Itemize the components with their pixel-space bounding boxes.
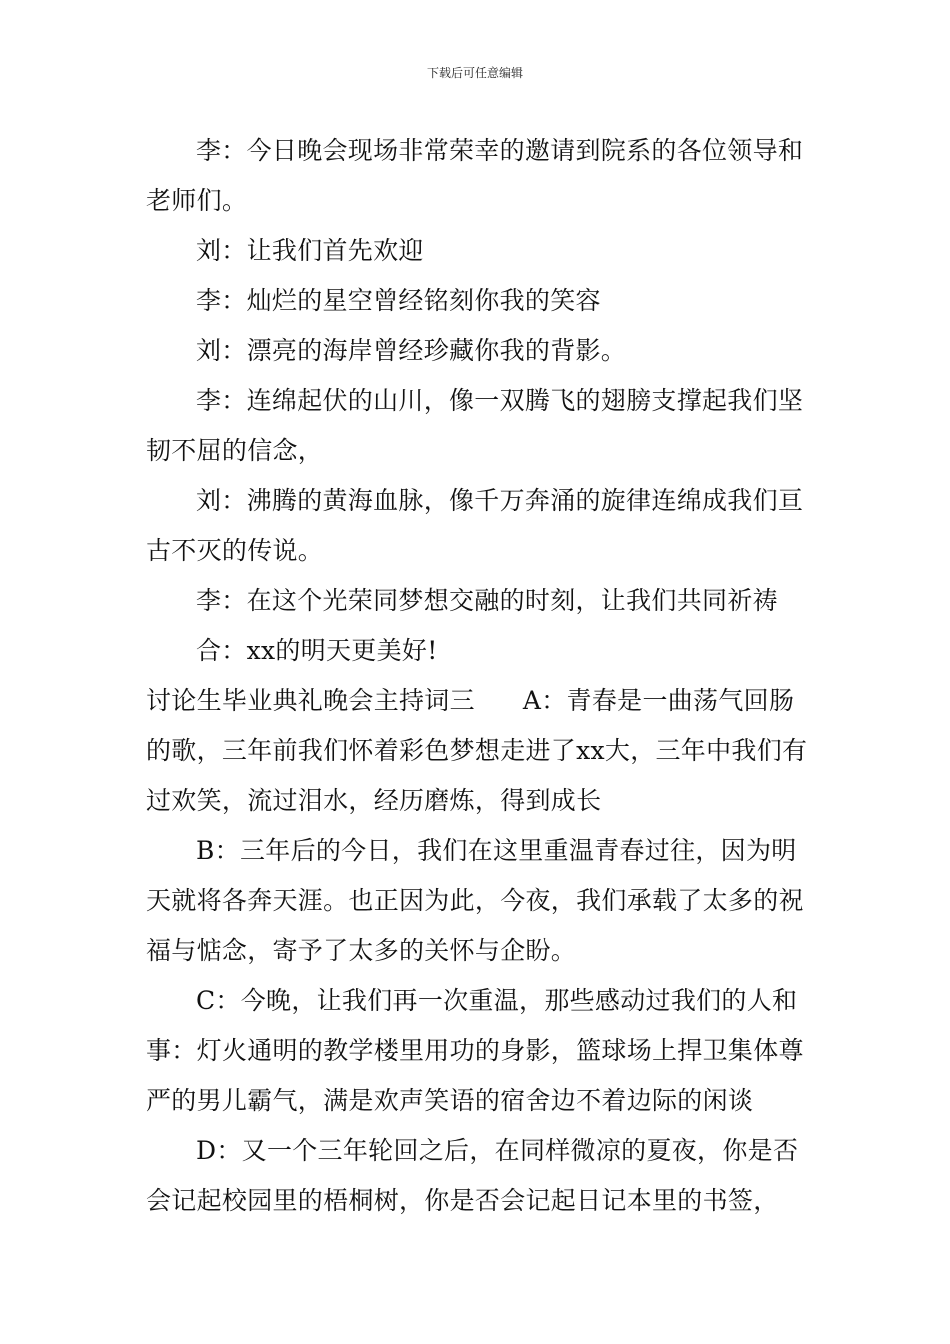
paragraph: 刘：漂亮的海岸曾经珍藏你我的背影。	[196, 336, 627, 365]
paragraph: 刘：让我们首先欢迎	[196, 236, 424, 265]
paragraph: D：又一个三年轮回之后，在同样微凉的夏夜，你是否会记起校园里的梧桐树，你是否会记起日记本里的书签，	[146, 1136, 799, 1215]
paragraph: B：三年后的今日，我们在这里重温青春过往，因为明天就将各奔天涯。也正因为此，今夜，我们承载了太多的祝福与惦念，寄予了太多的关怀与企盼。	[146, 836, 804, 965]
document-body	[146, 126, 808, 1226]
paragraph: 李：连绵起伏的山川，像一双腾飞的翅膀支撑起我们坚韧不屈的信念，	[146, 386, 804, 465]
paragraph: 合：xx的明天更美好!	[196, 636, 438, 665]
paragraph: 李：在这个光荣同梦想交融的时刻，让我们共同祈祷	[196, 586, 778, 615]
paragraph: C：今晚，让我们再一次重温，那些感动过我们的人和事：灯火通明的教学楼里用功的身影，篮球场上捍卫集体尊严的男儿霸气，满是欢声笑语的宿舍边不着边际的闲谈	[146, 986, 804, 1115]
section-paragraph	[146, 676, 808, 826]
paragraph: 李：今日晚会现场非常荣幸的邀请到院系的各位领导和老师们。	[146, 136, 804, 215]
section-first-text: A：青春是一曲荡气回肠的歌，三年前我们怀着彩色梦想走进了xx大，三年中我们有过欢笑，流过泪水，经历磨炼，得到成长	[146, 686, 808, 815]
section-title: 讨论生毕业典礼晚会主持词三	[146, 686, 475, 715]
page-header-note: 下载后可任意编辑	[426, 66, 523, 80]
paragraph: 刘：沸腾的黄海血脉，像千万奔涌的旋律连绵成我们亘古不灭的传说。	[146, 486, 804, 565]
paragraph: 李：灿烂的星空曾经铭刻你我的笑容	[196, 286, 601, 315]
